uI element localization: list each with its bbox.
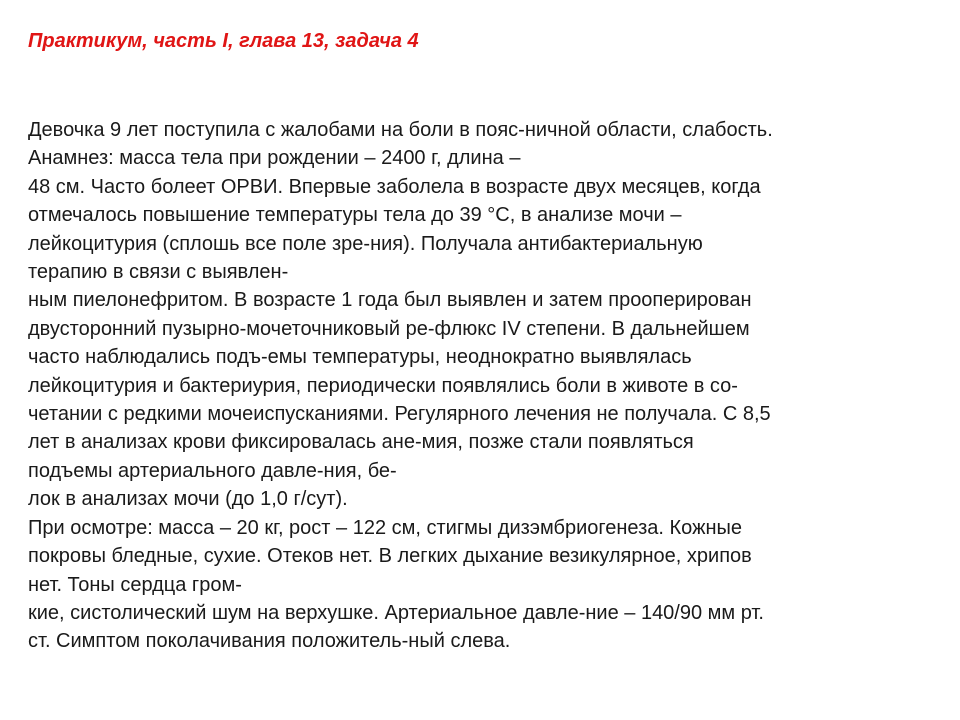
text-line: ст. Симптом поколачивания положитель-ный слева.: [28, 630, 511, 653]
text-line: кие, систолический шум на верхушке. Артериальное давле-ние – 140/90 мм рт.: [28, 601, 764, 624]
text-line: лет в анализах крови фиксировалась ане-мия, позже стали появляться: [28, 431, 694, 454]
text-line: ным пиелонефритом. В возрасте 1 года был выявлен и затем прооперирован: [28, 289, 752, 312]
text-line: отмечалось повышение температуры тела до 39 °С, в анализе мочи –: [28, 204, 682, 227]
text-line: четании с редкими мочеиспусканиями. Регулярного лечения не получала. С 8,5: [28, 403, 771, 426]
text-line: часто наблюдались подъ-емы температуры, неоднократно выявлялась: [28, 346, 692, 369]
case-description: [28, 116, 948, 656]
text-line: терапию в связи с выявлен-: [28, 261, 289, 284]
text-line: двусторонний пузырно-мочеточниковый ре-флюкс IV степени. В дальнейшем: [28, 317, 750, 340]
text-line: лок в анализах мочи (до 1,0 г/сут).: [28, 488, 348, 511]
text-line: покровы бледные, сухие. Отеков нет. В легких дыхание везикулярное, хрипов: [28, 545, 752, 568]
text-line: 48 см. Часто болеет ОРВИ. Впервые заболела в возрасте двух месяцев, когда: [28, 175, 761, 198]
text-line: лейкоцитурия и бактериурия, периодически появлялись боли в животе в со-: [28, 374, 738, 397]
text-line: лейкоцитурия (сплошь все поле зре-ния). Получала антибактериальную: [28, 232, 703, 255]
text-line: Анамнез: масса тела при рождении – 2400 г, длина –: [28, 147, 521, 170]
text-line: нет. Тоны сердца гром-: [28, 573, 242, 596]
text-line: При осмотре: масса – 20 кг, рост – 122 см, стигмы дизэмбриогенеза. Кожные: [28, 516, 742, 539]
text-line: Девочка 9 лет поступила с жалобами на боли в пояс-ничной области, слабость.: [28, 119, 773, 141]
slide-title: Практикум, часть I, глава 13, задача 4: [28, 30, 419, 52]
text-line: подъемы артериального давле-ния, бе-: [28, 459, 397, 482]
